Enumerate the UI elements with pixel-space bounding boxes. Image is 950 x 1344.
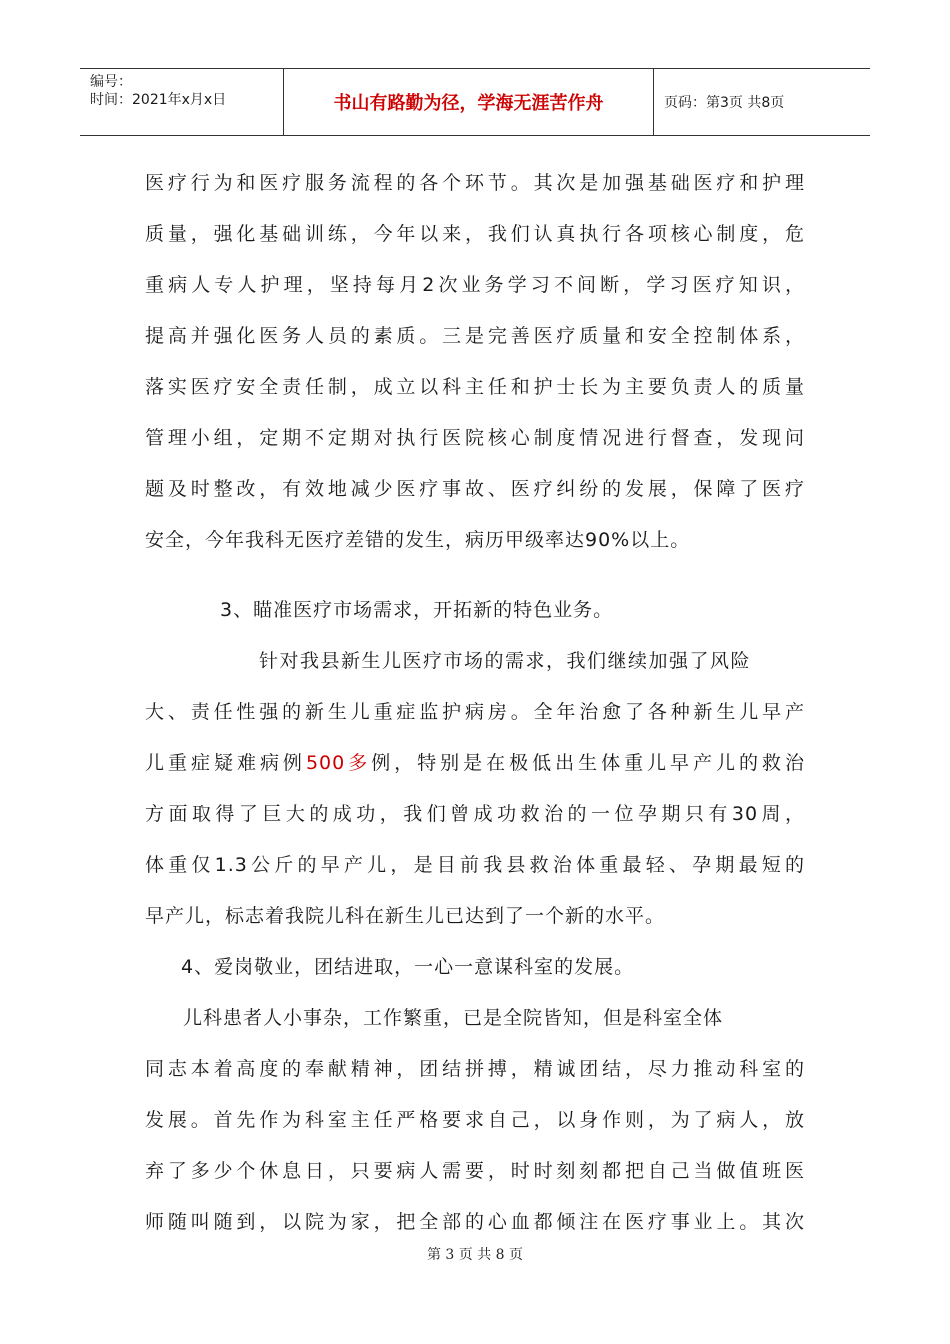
body-line: 大、责任性强的新生儿重症监护病房。全年治愈了各种新生儿早产 <box>145 701 805 723</box>
number-label: 编号： <box>90 74 132 90</box>
highlight-count: 500多 <box>305 752 372 774</box>
header-page-info: 页码：第3页 共8页 <box>664 95 785 111</box>
body-line: 针对我县新生儿医疗市场的需求，我们继续加强了风险 <box>259 650 752 672</box>
body-line: 体重仅1.3公斤的早产儿，是目前我县救治体重最轻、孕期最短的 <box>145 854 805 876</box>
header-meta <box>80 69 284 135</box>
body-line: 同志本着高度的奉献精神，团结拼搏，精诚团结，尽力推动科室的 <box>145 1058 805 1080</box>
document-body <box>145 158 805 1248</box>
body-text: 儿重症疑难病例 <box>145 752 306 774</box>
section-heading-4: 4、爱岗敬业，团结进取，一心一意谋科室的发展。 <box>181 956 635 978</box>
body-line: 重病人专人护理，坚持每月2次业务学习不间断，学习医疗知识， <box>145 274 805 296</box>
body-line: 师随叫随到，以院为家，把全部的心血都倾注在医疗事业上。其次 <box>145 1211 805 1233</box>
date-label: 时间：2021年x月x日 <box>90 92 227 108</box>
section-heading-3: 3、瞄准医疗市场需求，开拓新的特色业务。 <box>220 599 614 621</box>
body-line: 弃了多少个休息日，只要病人需要，时时刻刻都把自己当做值班医 <box>145 1160 805 1182</box>
body-line: 题及时整改，有效地减少医疗事故、医疗纠纷的发展，保障了医疗 <box>145 478 805 500</box>
body-line: 发展。首先作为科室主任严格要求自己，以身作则，为了病人，放 <box>145 1109 805 1131</box>
body-line: 质量，强化基础训练，今年以来，我们认真执行各项核心制度，危 <box>145 223 805 245</box>
body-line: 医疗行为和医疗服务流程的各个环节。其次是加强基础医疗和护理 <box>145 172 805 194</box>
body-line: 早产儿，标志着我院儿科在新生儿已达到了一个新的水平。 <box>145 905 666 927</box>
body-line: 儿科患者人小事杂，工作繁重，已是全院皆知，但是科室全体 <box>183 1007 724 1029</box>
header-motto: 书山有路勤为径，学海无涯苦作舟 <box>284 69 654 135</box>
body-line: 安全，今年我科无医疗差错的发生，病历甲级率达90%以上。 <box>145 529 691 551</box>
body-line-with-highlight <box>145 738 805 789</box>
page-footer: 第 3 页 共 8 页 <box>426 1247 524 1263</box>
body-line: 管理小组，定期不定期对执行医院核心制度情况进行督查，发现问 <box>145 427 805 449</box>
body-text: 例，特别是在极低出生体重儿早产儿的救治 <box>371 752 805 774</box>
body-line: 落实医疗安全责任制，成立以科主任和护士长为主要负责人的质量 <box>145 376 805 398</box>
body-line: 提高并强化医务人员的素质。三是完善医疗质量和安全控制体系， <box>145 325 805 347</box>
body-line: 方面取得了巨大的成功，我们曾成功救治的一位孕期只有30周， <box>145 803 805 825</box>
page-header <box>80 68 870 136</box>
